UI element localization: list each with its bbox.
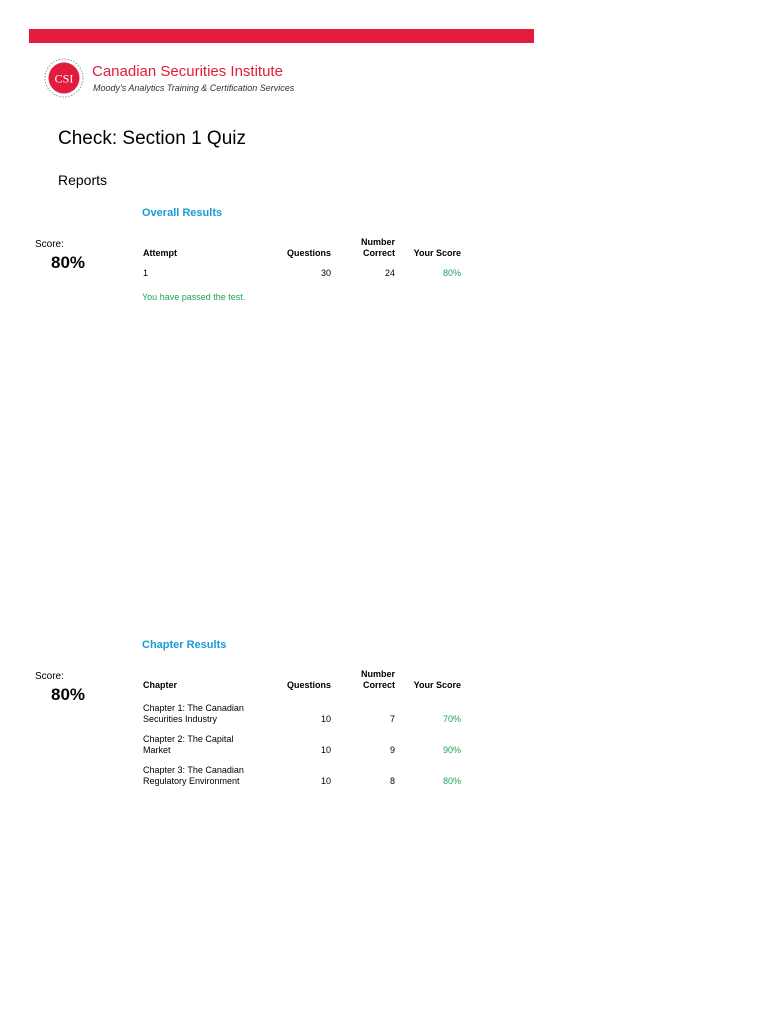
chapter-name-line1: Chapter 2: The Capital bbox=[143, 734, 234, 744]
overall-score-label: Score: bbox=[35, 239, 64, 250]
page-title: Check: Section 1 Quiz bbox=[58, 128, 246, 149]
brand-name: Canadian Securities Institute bbox=[92, 63, 283, 80]
table-row bbox=[140, 697, 464, 728]
chapter-results-heading: Chapter Results bbox=[142, 639, 227, 651]
column-header-chapter: Chapter bbox=[143, 680, 178, 690]
table-row bbox=[140, 728, 464, 759]
table-header-row bbox=[140, 237, 464, 265]
column-header-number-correct-line1: Number bbox=[360, 237, 395, 247]
header-red-bar bbox=[29, 29, 534, 43]
chapter-name-line1: Chapter 3: The Canadian bbox=[143, 765, 244, 775]
overall-score-value: 80% bbox=[51, 253, 86, 272]
brand-tagline: Moody's Analytics Training & Certification Services bbox=[93, 83, 295, 93]
column-header-number-correct-line1: Number bbox=[360, 669, 395, 679]
pass-message: You have passed the test. bbox=[142, 292, 246, 302]
questions-cell: 10 bbox=[320, 714, 331, 724]
column-header-questions: Questions bbox=[286, 680, 331, 690]
table-row bbox=[140, 759, 464, 790]
chapter-score-value: 80% bbox=[51, 685, 86, 704]
chapter-name-cell bbox=[140, 697, 270, 728]
column-header-your-score: Your Score bbox=[413, 680, 461, 690]
number-correct-cell: 9 bbox=[389, 745, 395, 755]
chapter-name-cell bbox=[140, 728, 270, 759]
questions-cell: 30 bbox=[320, 268, 331, 278]
score-cell: 80% bbox=[442, 776, 461, 786]
chapter-score-label: Score: bbox=[35, 671, 64, 682]
score-cell: 70% bbox=[442, 714, 461, 724]
chapter-results-table bbox=[140, 669, 464, 790]
page-subtitle: Reports bbox=[58, 172, 108, 188]
csi-logo-icon bbox=[44, 58, 84, 98]
chapter-name-cell bbox=[140, 759, 270, 790]
overall-results-table bbox=[140, 237, 464, 279]
column-header-number-correct-line2: Correct bbox=[362, 680, 395, 690]
score-cell: 90% bbox=[442, 745, 461, 755]
questions-cell: 10 bbox=[320, 745, 331, 755]
column-header-number-correct-line2: Correct bbox=[362, 248, 395, 258]
column-header-attempt: Attempt bbox=[143, 248, 177, 258]
column-header-number-correct bbox=[334, 669, 398, 697]
chapter-name-line2: Regulatory Environment bbox=[143, 776, 240, 786]
logo-text: CSI bbox=[54, 71, 74, 86]
table-header-row bbox=[140, 669, 464, 697]
chapter-name-line2: Market bbox=[143, 745, 171, 755]
number-correct-cell: 8 bbox=[389, 776, 395, 786]
number-correct-cell: 7 bbox=[389, 714, 395, 724]
chapter-name-line2: Securities Industry bbox=[143, 714, 218, 724]
score-cell: 80% bbox=[442, 268, 461, 278]
overall-results-heading: Overall Results bbox=[142, 207, 223, 219]
questions-cell: 10 bbox=[320, 776, 331, 786]
table-row bbox=[140, 265, 464, 279]
number-correct-cell: 24 bbox=[384, 268, 395, 278]
chapter-name-line1: Chapter 1: The Canadian bbox=[143, 703, 244, 713]
column-header-your-score: Your Score bbox=[413, 248, 461, 258]
attempt-cell: 1 bbox=[143, 268, 149, 278]
column-header-number-correct bbox=[334, 237, 398, 265]
column-header-questions: Questions bbox=[286, 248, 331, 258]
